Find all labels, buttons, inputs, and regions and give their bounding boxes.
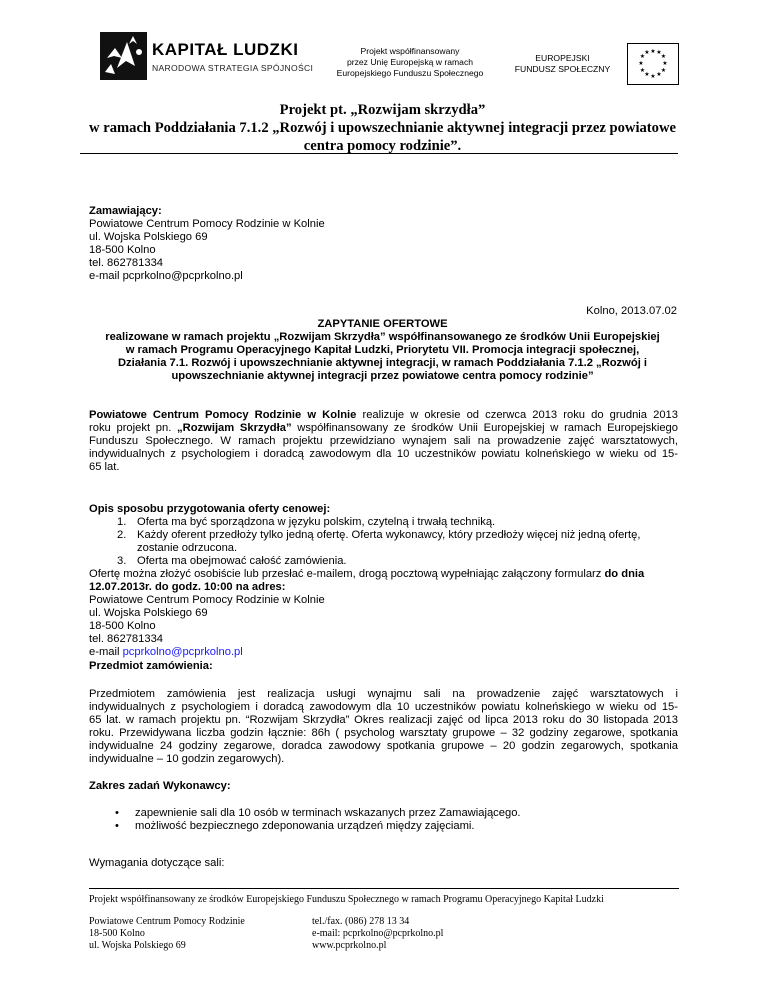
deadline-text: 12.07.2013r. do godz. 10:00 na adres:: [89, 581, 286, 593]
subject-line: Przedmiotem zamówienia jest realizacja usługi wynajmu sali na prowadzenie zajęć warsztatowych i: [89, 688, 678, 700]
svg-text:★: ★: [644, 71, 650, 78]
cofinancing-line: Projekt współfinansowany: [360, 46, 460, 56]
bullet-icon: •: [115, 820, 119, 832]
footer-line: Powiatowe Centrum Pomocy Rodzinie: [89, 916, 245, 927]
kapital-ludzki-title: KAPITAŁ LUDZKI: [152, 40, 299, 59]
footer-phone: tel./fax. (086) 278 13 34: [312, 916, 410, 927]
subject-line: roku. Przewidywana liczba godzin łącznie: 86h ( psycholog warsztaty grupowe – 32 godziny zegarowe, spotkania: [89, 727, 678, 739]
subject-line: indywidualne 24 godziny zegarowe, doradca zawodowy spotkania grupowe – 20 godzin zegarowych, spotkania: [89, 740, 678, 752]
subject-line: indywidualne – 10 godzin zegarowych).: [89, 753, 285, 765]
subject-line: 65 lat. w ramach projektu pn. “Rozwijam Skrzydła” Okres realizacji zajęć od lipca 2013 roku do 30 listopada 2013: [89, 714, 678, 726]
bullet-icon: •: [115, 807, 119, 819]
inquiry-heading: ZAPYTANIE OFERTOWE: [317, 318, 448, 330]
svg-text:★: ★: [644, 49, 650, 56]
svg-text:★: ★: [662, 60, 668, 67]
eu-flag-icon: [627, 43, 679, 85]
subject-paragraph: [89, 688, 678, 766]
svg-text:★: ★: [656, 49, 662, 56]
title-line: w ramach Poddziałania 7.1.2 „Rozwój i upowszechnianie aktywnej integracji przez powiatowe: [89, 120, 676, 136]
tasks-heading: Zakres zadań Wykonawcy:: [89, 780, 231, 792]
project-title: [80, 101, 685, 155]
project-name: „Rozwijam Skrzydła”: [177, 422, 292, 434]
contracting-line: ul. Wojska Polskiego 69: [89, 231, 208, 243]
intro-text: roku projekt pn.: [89, 422, 178, 434]
eu-fund-line: FUNDUSZ SPOŁECZNY: [514, 64, 611, 74]
offer-item: [89, 555, 678, 568]
title-line: Projekt pt. „Rozwijam skrzydła”: [279, 102, 486, 118]
footer-line: ul. Wojska Polskiego 69: [89, 940, 186, 951]
eu-social-fund-label: [505, 53, 620, 75]
footer-contact: [312, 916, 443, 952]
email-label: e-mail: [89, 646, 123, 658]
intro-text: 65 lat.: [89, 461, 120, 473]
address-line: tel. 862781334: [89, 633, 164, 645]
task-bullet: [89, 807, 678, 820]
subject-heading-wrap: [89, 660, 213, 673]
offer-item-text: Oferta ma obejmować całość zamówienia.: [137, 555, 347, 567]
footer-email[interactable]: e-mail: pcprkolno@pcprkolno.pl: [312, 928, 444, 939]
contracting-line: 18-500 Kolno: [89, 244, 156, 256]
task-text: zapewnienie sali dla 10 osób w terminach wskazanych przez Zamawiającego.: [135, 807, 521, 819]
subject-heading: Przedmiot zamówienia:: [89, 660, 213, 672]
inquiry-line: realizowane w ramach projektu „Rozwijam Skrzydła” współfinansowanego ze środków Unii Europejskiej: [105, 331, 660, 343]
deadline-text: do dnia: [604, 568, 645, 580]
contracting-line: e-mail pcprkolno@pcprkolno.pl: [89, 270, 243, 282]
svg-text:★: ★: [650, 48, 656, 55]
room-requirements-label: Wymagania dotyczące sali:: [89, 857, 225, 869]
cofinancing-line: przez Unię Europejską w ramach: [346, 57, 474, 67]
svg-text:★: ★: [656, 71, 662, 78]
offer-item-text: zostanie odrzucona.: [137, 542, 238, 554]
svg-text:★: ★: [650, 73, 656, 80]
footer-website[interactable]: www.pcprkolno.pl: [312, 940, 387, 951]
inquiry-line: Działania 7.1. Rozwój i upowszechnianie aktywnej integracji, w ramach Poddziałania 7.1.2 „Rozwój i: [117, 357, 648, 369]
svg-text:★: ★: [660, 53, 667, 60]
eu-fund-line: EUROPEJSKI: [535, 53, 590, 63]
intro-paragraph: [89, 409, 678, 474]
footer-divider: [89, 888, 679, 889]
subject-line: indywidualnych z psychologiem i doradcą zawodowym dla 10 uczestników powiatu kolneńskiego w wieku od 15-: [89, 701, 678, 713]
offer-item: [89, 516, 678, 529]
svg-text:★: ★: [638, 60, 644, 67]
email-link[interactable]: pcprkolno@pcprkolno.pl: [122, 646, 243, 658]
intro-text: Funduszu Społecznego. W ramach projektu przewidziano wynajem sali na prowadzenie zajęć warsztatowych,: [89, 435, 678, 447]
contracting-line: Powiatowe Centrum Pomocy Rodzinie w Kolnie: [89, 218, 325, 230]
offer-prep-heading: Opis sposobu przygotowania oferty cenowej:: [89, 503, 331, 515]
intro-text: indywidualnych z psychologiem i doradcą zawodowym dla 10 uczestników powiatu kolneńskiego w wieku od 15-: [89, 448, 678, 460]
footer-address: [89, 916, 245, 952]
title-divider: [80, 153, 678, 154]
offer-item-text: Oferta ma być sporządzona w języku polskim, czytelną i trwałą techniką.: [137, 516, 496, 528]
inquiry-line: upowszechnianie aktywnej integracji przez powiatowe centra pomocy rodzinie”: [171, 370, 594, 382]
contracting-heading: Zamawiający:: [89, 205, 162, 217]
offer-item-number: 1.: [117, 516, 127, 528]
footer-cofinancing: Projekt współfinansowany ze środków Europejskiego Funduszu Społecznego w ramach Programu Operacyjnego Kapitał Ludzki: [89, 894, 604, 905]
kapital-ludzki-subtitle: NARODOWA STRATEGIA SPÓJNOŚCI: [152, 63, 314, 73]
task-text: możliwość bezpiecznego zdeponowania urządzeń między zajęciami.: [135, 820, 475, 832]
svg-text:★: ★: [660, 67, 667, 74]
submission-text: Ofertę można złożyć osobiście lub przesłać e-mailem, drogą pocztową wypełniając załączony formularz: [89, 568, 605, 580]
offer-item-number: 3.: [117, 555, 127, 567]
contracting-line: tel. 862781334: [89, 257, 164, 269]
intro-text: realizuje w okresie od czerwca 2013 roku do grudnia 2013: [356, 409, 678, 421]
address-line: ul. Wojska Polskiego 69: [89, 607, 208, 619]
cofinancing-note: [325, 46, 495, 79]
offer-item-number: 2.: [117, 529, 127, 541]
title-line: centra pomocy rodzinie”.: [303, 138, 462, 154]
place-date: Kolno, 2013.07.02: [586, 305, 677, 317]
footer-line: 18-500 Kolno: [89, 928, 145, 939]
svg-text:★: ★: [639, 67, 646, 74]
inquiry-line: w ramach Programu Operacyjnego Kapitał Ludzki, Priorytetu VII. Promocja integracji społecznej,: [125, 344, 640, 356]
cofinancing-line: Europejskiego Funduszu Społecznego: [336, 68, 484, 78]
svg-text:★: ★: [639, 53, 646, 60]
task-bullet: [89, 820, 678, 833]
inquiry-block: [80, 318, 685, 383]
contracting-authority: [89, 205, 325, 283]
tasks-section: [89, 780, 678, 833]
offer-item: [89, 529, 678, 542]
intro-text: współfinansowany ze środków Unii Europejskiej w ramach Europejskiego: [291, 422, 678, 434]
organization-name: Powiatowe Centrum Pomocy Rodzinie w Kolnie: [89, 409, 357, 421]
offer-preparation: [89, 503, 678, 659]
offer-item-text: Każdy oferent przedłoży tylko jedną ofertę. Oferta wykonawcy, który przedłoży więcej niż jedną ofertę,: [137, 529, 641, 541]
address-line: 18-500 Kolno: [89, 620, 156, 632]
address-line: Powiatowe Centrum Pomocy Rodzinie w Kolnie: [89, 594, 325, 606]
